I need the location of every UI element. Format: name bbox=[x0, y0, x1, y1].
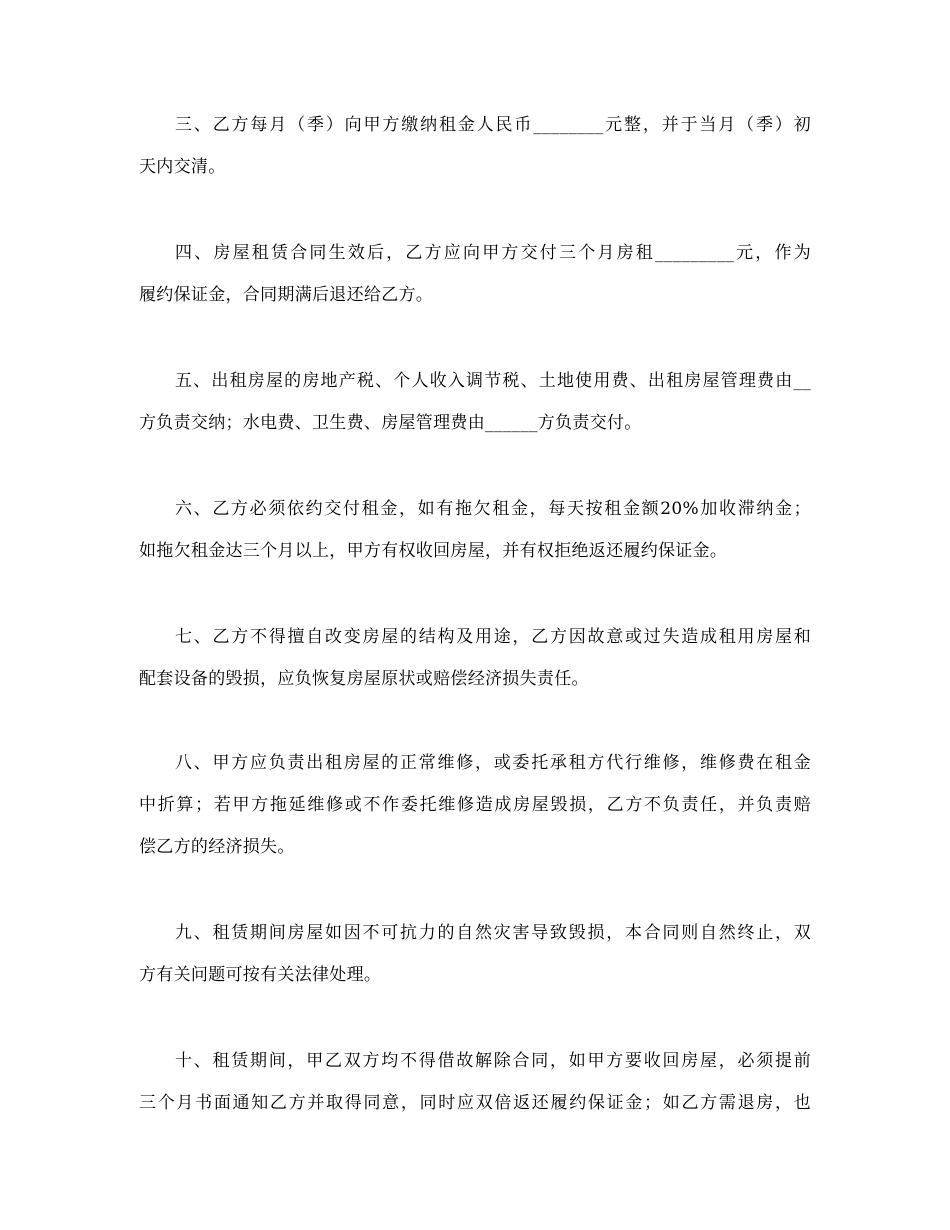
clause-6 bbox=[139, 488, 811, 572]
clause-line: 履约保证金，合同期满后退还给乙方。 bbox=[139, 285, 434, 305]
clause-line: 十、租赁期间，甲乙双方均不得借故解除合同，如甲方要收回房屋，必须提前 bbox=[175, 1051, 811, 1071]
clause-line: 九、租赁期间房屋如因不可抗力的自然灾害导致毁损，本合同则自然终止，双 bbox=[175, 923, 811, 943]
clause-3 bbox=[139, 104, 811, 188]
clause-line: 七、乙方不得擅自改变房屋的结构及用途，乙方因故意或过失造成租用房屋和 bbox=[175, 627, 811, 647]
clause-4 bbox=[139, 232, 811, 316]
clause-line: 三、乙方每月（季）向甲方缴纳租金人民币________元整，并于当月（季）初 bbox=[175, 115, 811, 135]
clause-line: 八、甲方应负责出租房屋的正常维修，或委托承租方代行维修，维修费在租金 bbox=[175, 753, 811, 773]
clause-line: 如拖欠租金达三个月以上，甲方有权收回房屋，并有权拒绝返还履约保证金。 bbox=[139, 541, 728, 561]
clause-5 bbox=[139, 360, 811, 444]
clause-line: 五、出租房屋的房地产税、个人收入调节税、土地使用费、出租房屋管理费由__ bbox=[175, 371, 811, 391]
clause-line: 三个月书面通知乙方并取得同意，同时应双倍返还履约保证金；如乙方需退房，也 bbox=[139, 1093, 811, 1113]
clause-line: 六、乙方必须依约交付租金，如有拖欠租金，每天按租金额20%加收滞纳金； bbox=[175, 499, 811, 519]
clause-line: 偿乙方的经济损失。 bbox=[139, 837, 295, 857]
clause-8 bbox=[139, 742, 811, 868]
clause-10 bbox=[139, 1040, 811, 1124]
clause-line: 四、房屋租赁合同生效后，乙方应向甲方交付三个月房租_________元，作为 bbox=[175, 243, 811, 263]
clause-9 bbox=[139, 912, 811, 996]
clause-line: 中折算；若甲方拖延维修或不作委托维修造成房屋毁损，乙方不负责任，并负责赔 bbox=[139, 795, 811, 815]
clause-line: 天内交清。 bbox=[139, 157, 226, 177]
clause-line: 方负责交纳；水电费、卫生费、房屋管理费由______方负责交付。 bbox=[139, 413, 642, 433]
clause-7 bbox=[139, 616, 811, 700]
clause-line: 方有关问题可按有关法律处理。 bbox=[139, 965, 382, 985]
clause-line: 配套设备的毁损，应负恢复房屋原状或赔偿经济损失责任。 bbox=[139, 669, 589, 689]
